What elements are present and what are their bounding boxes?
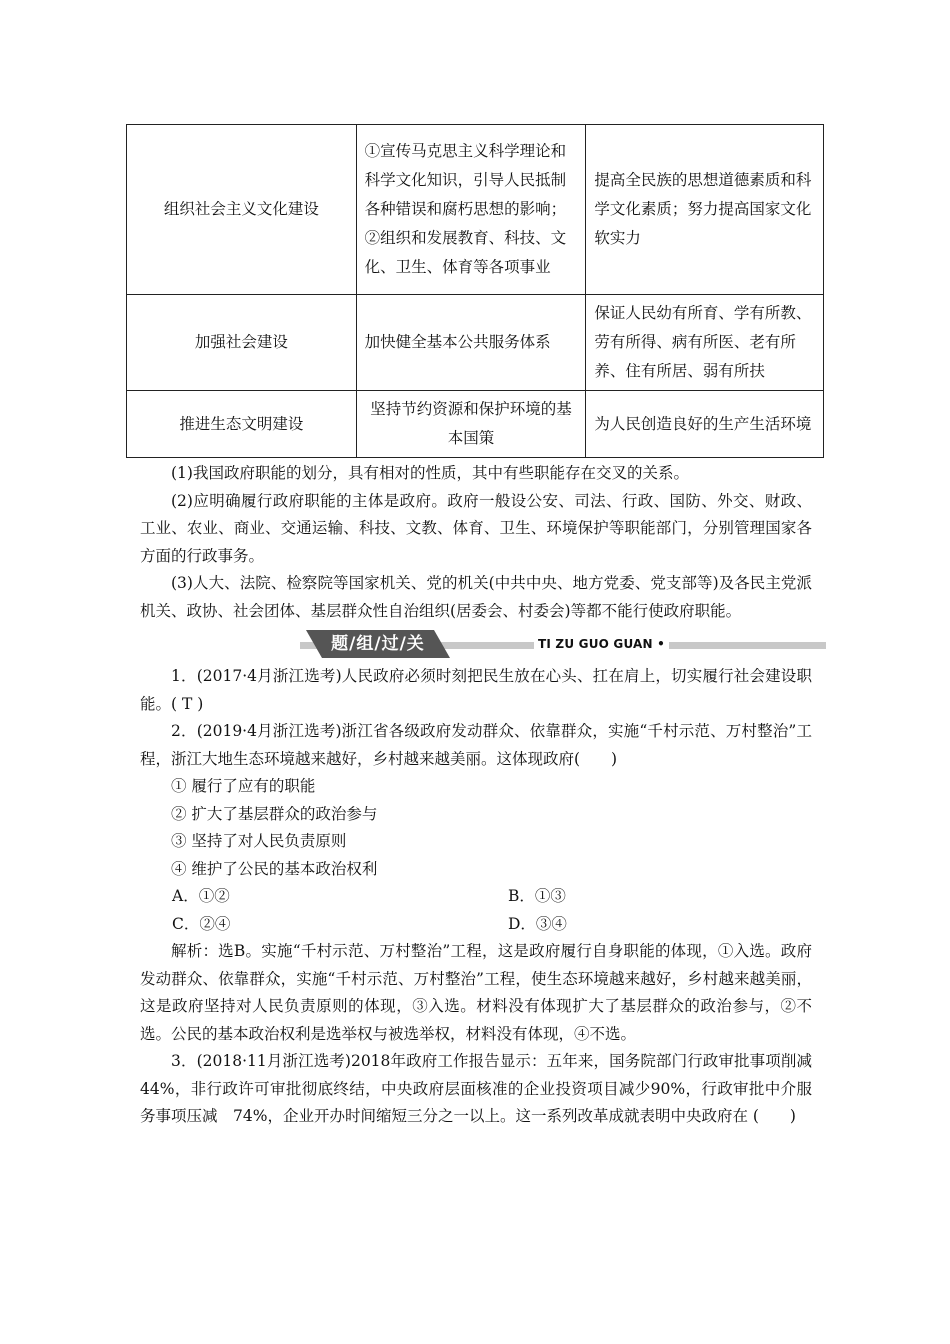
- functions-table: [126, 124, 824, 458]
- table-row: [127, 295, 824, 391]
- row-function-goal: 提高全民族的思想道德素质和科学文化素质；努力提高国家文化软实力: [586, 125, 824, 295]
- question-2-options-row-2: [140, 911, 812, 939]
- banner-subtitle: TI ZU GUO GUAN •: [534, 634, 669, 654]
- option-c: C．②④: [172, 914, 231, 933]
- row-function-name: 组织社会主义文化建设: [127, 125, 357, 295]
- row-function-goal: 为人民创造良好的生产生活环境: [586, 391, 824, 458]
- note-1: (1)我国政府职能的划分，具有相对的性质，其中有些职能存在交叉的关系。: [171, 464, 689, 482]
- banner-title: 题/组/过/关: [322, 630, 434, 658]
- question-1: 1．(2017·4月浙江选考)人民政府必须时刻把民生放在心头、扛在肩上，切实履行社会建设职能。( T ): [140, 667, 812, 713]
- row-function-goal: 保证人民幼有所育、学有所教、劳有所得、病有所医、老有所养、住有所居、弱有所扶: [586, 295, 824, 391]
- option-d: D．③④: [508, 914, 567, 933]
- row-function-content: 坚持节约资源和保护环境的基本国策: [356, 391, 586, 458]
- row-function-content: 加快健全基本公共服务体系: [356, 295, 586, 391]
- row-function-content: ①宣传马克思主义科学理论和科学文化知识，引导人民抵制各种错误和腐朽思想的影响；②组织和发展教育、科技、文化、卫生、体育等各项事业: [356, 125, 586, 295]
- question-2-item: ④ 维护了公民的基本政治权利: [171, 859, 378, 878]
- option-a: A．①②: [172, 887, 230, 905]
- question-2-analysis: 解析：选B。实施“千村示范、万村整治”工程，这是政府履行自身职能的体现，①入选。政府发动群众、依靠群众，实施“千村示范、万村整治”工程，使生态环境越来越好，乡村越来越美丽，这是政府坚持对人民负责原则的体现，③入选。材料没有体现扩大了基层群众的政治参与，②不选。公民的基本政治权利是选举权与被选举权，材料没有体现，④不选。: [140, 942, 812, 1043]
- question-2-stem: 2．(2019·4月浙江选考)浙江省各级政府发动群众、依靠群众，实施“千村示范、万村整治”工程，浙江大地生态环境越来越好，乡村越来越美丽。这体现政府( ): [140, 722, 812, 768]
- note-3: (3)人大、法院、检察院等国家机关、党的机关(中共中央、地方党委、党支部等)及各民主党派机关、政协、社会团体、基层群众性自治组织(居委会、村委会)等都不能行使政府职能。: [140, 574, 812, 620]
- note-2: (2)应明确履行政府职能的主体是政府。政府一般设公安、司法、行政、国防、外交、财政、工业、农业、商业、交通运输、科技、文教、体育、卫生、环境保护等职能部门，分别管理国家各方面的行政事务。: [140, 491, 812, 565]
- question-3: 3．(2018·11月浙江选考)2018年政府工作报告显示：五年来，国务院部门行政审批事项削减44%，非行政许可审批彻底终结，中央政府层面核准的企业投资项目减少90%，行政审批中介服务事项压减 74%，企业开办时间缩短三分之一以上。这一系列改革成就表明中央政府在 ( ): [140, 1052, 812, 1125]
- row-function-name: 加强社会建设: [127, 295, 357, 391]
- row-function-name: 推进生态文明建设: [127, 391, 357, 458]
- section-banner: [140, 630, 812, 658]
- option-b: B．①③: [508, 887, 566, 905]
- question-2-item: ② 扩大了基层群众的政治参与: [171, 804, 378, 823]
- table-row: [127, 125, 824, 295]
- question-2-item: ① 履行了应有的职能: [171, 777, 316, 795]
- question-2-item: ③ 坚持了对人民负责原则: [171, 832, 347, 850]
- main-content: [140, 460, 812, 1131]
- question-2-options-row-1: [140, 883, 812, 911]
- table-row: [127, 391, 824, 458]
